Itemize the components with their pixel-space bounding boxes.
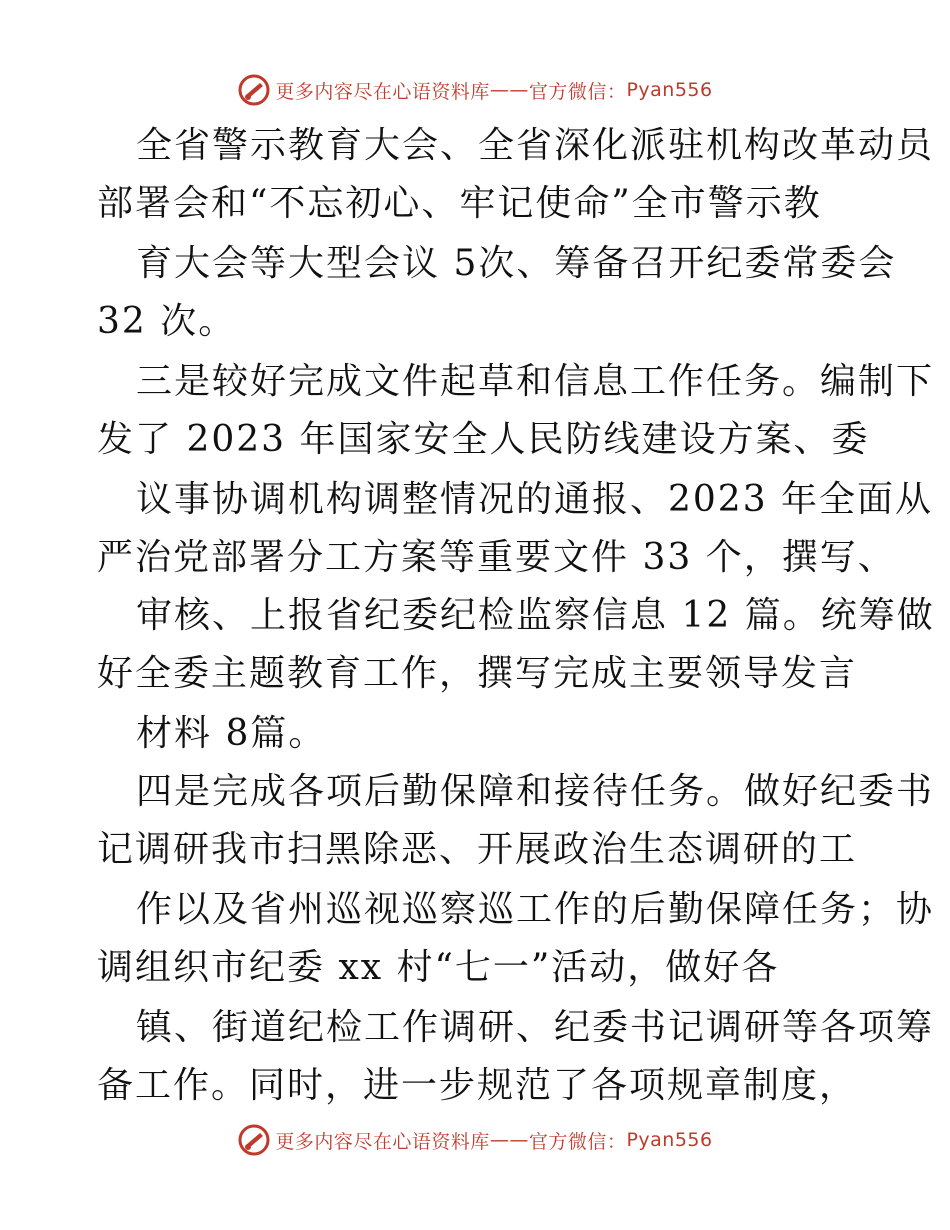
watermark-header bbox=[0, 70, 950, 110]
ink-brush-logo-icon bbox=[237, 73, 271, 107]
body-line: 镇、街道纪检工作调研、纪委书记调研等各项筹 bbox=[136, 1007, 935, 1048]
watermark-separator: —— bbox=[489, 1129, 529, 1151]
body-line: 审核、上报省纪委纪检监察信息 12 篇。统筹做 bbox=[136, 595, 935, 636]
watermark-official-label: 官方微信： bbox=[528, 1130, 627, 1153]
body-line: 作以及省州巡视巡察巡工作的后勤保障任务；协 bbox=[136, 889, 935, 930]
body-line: 严治党部署分工方案等重要文件 33 个，撰写、 bbox=[97, 537, 896, 578]
watermark-wechat-id: Pyan556 bbox=[626, 1129, 713, 1151]
body-line: 三是较好完成文件起草和信息工作任务。编制下 bbox=[136, 361, 935, 402]
body-line: 议事协调机构调整情况的通报、2023 年全面从 bbox=[136, 479, 934, 520]
body-line: 32 次。 bbox=[97, 301, 237, 342]
body-line: 备工作。同时，进一步规范了各项规章制度， bbox=[97, 1065, 858, 1106]
watermark-site-name: 更多内容尽在心语资料库 bbox=[275, 1130, 490, 1153]
body-line: 好全委主题教育工作，撰写完成主要领导发言 bbox=[97, 653, 858, 694]
body-line: 全省警示教育大会、全省深化派驻机构改革动员 bbox=[136, 125, 935, 166]
watermark-wechat-id: Pyan556 bbox=[626, 79, 713, 101]
body-line: 调组织市纪委 xx 村“七一”活动，做好各 bbox=[97, 947, 780, 988]
body-line: 材料 8篇。 bbox=[136, 713, 327, 754]
ink-brush-logo-icon bbox=[237, 1123, 271, 1157]
watermark-official-label: 官方微信： bbox=[528, 80, 627, 103]
watermark-footer bbox=[0, 1120, 950, 1160]
body-line: 部署会和“不忘初心、牢记使命”全市警示教 bbox=[97, 183, 822, 224]
watermark-site-name: 更多内容尽在心语资料库 bbox=[275, 80, 490, 103]
body-line: 四是完成各项后勤保障和接待任务。做好纪委书 bbox=[136, 771, 935, 812]
watermark-separator: —— bbox=[489, 79, 529, 101]
body-line: 记调研我市扫黑除恶、开展政治生态调研的工 bbox=[97, 829, 858, 870]
body-line: 育大会等大型会议 5次、筹备召开纪委常委会 bbox=[136, 243, 897, 284]
body-line: 发了 2023 年国家安全人民防线建设方案、委 bbox=[97, 419, 870, 460]
